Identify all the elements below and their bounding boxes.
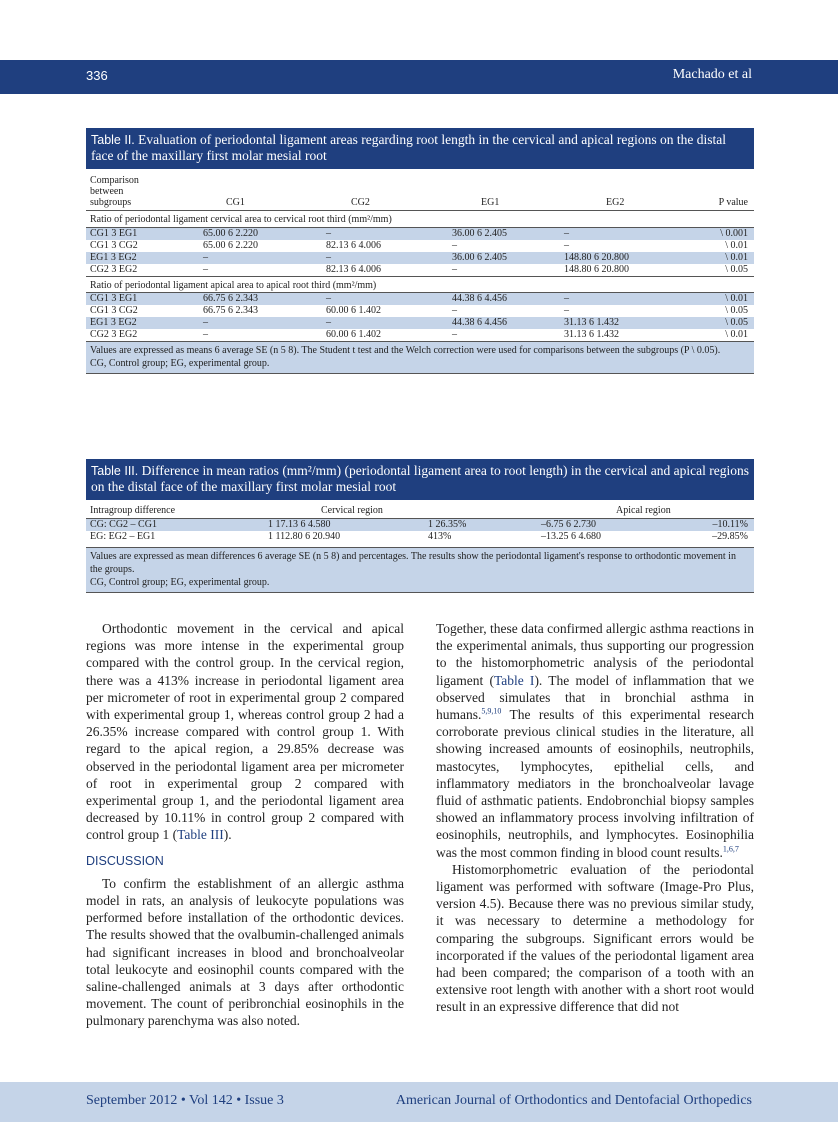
table-cell: 66.75 6 2.343 xyxy=(203,305,258,316)
running-author: Machado et al xyxy=(672,67,752,82)
citation-ref[interactable]: 5,9,10 xyxy=(481,706,502,716)
table-cell: \ 0.05 xyxy=(725,264,748,275)
table-3-footnote-1: Values are expressed as mean differences 6 average SE (n 5 8) and percentages. The results show the periodontal ligament's response to orthodontic movement in the groups. xyxy=(90,551,736,575)
table-row xyxy=(86,317,754,329)
text-run: ). The model of inflammation that we observed simulates that in bronchial asthma in humans. xyxy=(436,672,754,723)
table-cell: 44.38 6 4.456 xyxy=(452,317,507,328)
text-run: ). xyxy=(223,827,232,843)
table-3-caption: Difference in mean ratios (mm²/mm) (periodontal ligament area to root length) in the cervical and apical regions on the distal face of the maxillary first molar mesial root xyxy=(91,463,749,494)
table-cell: – xyxy=(564,228,569,239)
table-cell: – xyxy=(564,305,569,316)
table-row xyxy=(86,228,754,240)
table-row xyxy=(86,252,754,264)
table-cell: CG2 3 EG2 xyxy=(90,329,138,340)
table-2-footnote-1: Values are expressed as means 6 average SE (n 5 8). The Student t test and the Welch correction were used for comparisons between the subgroups (P \ 0.05). xyxy=(90,345,721,356)
table-2-label: Table II. xyxy=(91,133,135,147)
table-cell: \ 0.01 xyxy=(725,329,748,340)
table-cell: – xyxy=(564,293,569,304)
issue-info: September 2012 • Vol 142 • Issue 3 xyxy=(86,1093,284,1108)
table-cell: 36.00 6 2.405 xyxy=(452,228,507,239)
table-cell: – xyxy=(203,317,208,328)
section-apical: Ratio of periodontal ligament apical area to apical root third (mm²/mm) xyxy=(86,276,754,293)
table-cell: 31.13 6 1.432 xyxy=(564,329,619,340)
col-cg2: CG2 xyxy=(351,197,370,208)
col-cervical: Cervical region xyxy=(321,505,383,516)
citation-ref[interactable]: 1,6,7 xyxy=(722,844,739,854)
table-3 xyxy=(86,459,754,593)
table-row xyxy=(86,293,754,305)
table-cell: – xyxy=(452,240,457,251)
table-cell: 36.00 6 2.405 xyxy=(452,252,507,263)
table-cell: \ 0.05 xyxy=(725,317,748,328)
table-cell: 1 17.13 6 4.580 xyxy=(268,519,331,530)
col-eg2: EG2 xyxy=(606,197,625,208)
table-cell: 82.13 6 4.006 xyxy=(326,264,381,275)
table-3-title xyxy=(86,459,754,500)
col-cg1: CG1 xyxy=(226,197,245,208)
table-cell: – xyxy=(564,240,569,251)
table-cell: CG1 3 EG1 xyxy=(90,228,138,239)
table-cell: 82.13 6 4.006 xyxy=(326,240,381,251)
table-cell: \ 0.01 xyxy=(725,252,748,263)
table-cell: 31.13 6 1.432 xyxy=(564,317,619,328)
col-pvalue: P value xyxy=(718,197,748,208)
table-cell: 1 112.80 6 20.940 xyxy=(268,531,341,542)
table-cell: –6.75 6 2.730 xyxy=(541,519,596,530)
table-cell: 65.00 6 2.220 xyxy=(203,240,258,251)
body-right-column xyxy=(436,620,754,1016)
table-cell: 148.80 6 20.800 xyxy=(564,264,629,275)
table-2-footnote xyxy=(86,341,754,374)
table-cell: 65.00 6 2.220 xyxy=(203,228,258,239)
table-cell: 1 26.35% xyxy=(428,519,467,530)
table-cell: – xyxy=(203,329,208,340)
table-cell: – xyxy=(203,264,208,275)
table-cell: – xyxy=(452,329,457,340)
table-2-cervical-rows xyxy=(86,228,754,276)
table-cell: EG1 3 EG2 xyxy=(90,252,137,263)
table-cell: EG: EG2 – EG1 xyxy=(90,531,156,542)
table-cell: – xyxy=(326,228,331,239)
table-cell: CG: CG2 – CG1 xyxy=(90,519,157,530)
table-cell: 44.38 6 4.456 xyxy=(452,293,507,304)
text-run: Orthodontic movement in the cervical and apical regions was more intense in the experimental group compared with the control group. In the cervical region, there was a 413% increase in periodontal ligament area per micrometer of root in experimental group 2 compared with experimental group 1, whereas control group 2 had a 26.35% increase compared with control group 1. With regard to the apical region, a 29.85% decrease was observed in the periodontal ligament area per micrometer of root in experimental group 2 compared with experimental group 1, and the periodontal ligament area decreased by 10.11% in control group 2 compared with control group 1 ( xyxy=(86,621,404,843)
col-eg1: EG1 xyxy=(481,197,500,208)
table-cell: 148.80 6 20.800 xyxy=(564,252,629,263)
table-cell: \ 0.05 xyxy=(725,305,748,316)
table-row xyxy=(86,519,754,531)
table-3-footnote-2: CG, Control group; EG, experimental group. xyxy=(90,577,270,588)
text-run: The results of this experimental research corroborate previous clinical studies in the literature, all showing increased amounts of eosinophils, neutrophils, mastocytes, lymphocytes, epithelial cells, and inflammatory mediators in the bronchoalveolar lavage fluid of asthmatic patients. Endobronchial biopsy samples showed an inflammatory process involving infiltration of eosinophils, neutrophils, and lymphocytes. Eosinophilia was the most common finding in blood count results. xyxy=(436,707,754,860)
page-header xyxy=(0,60,838,94)
table-1-link[interactable]: Table I xyxy=(493,672,535,688)
table-cell: – xyxy=(326,317,331,328)
table-3-header xyxy=(86,500,754,519)
section-cervical: Ratio of periodontal ligament cervical area to cervical root third (mm²/mm) xyxy=(86,211,754,228)
col-apical: Apical region xyxy=(616,505,671,516)
table-3-rows xyxy=(86,519,754,543)
table-cell: CG1 3 CG2 xyxy=(90,305,138,316)
discussion-heading: DISCUSSION xyxy=(86,853,164,868)
table-cell: CG1 3 EG1 xyxy=(90,293,138,304)
table-cell: CG2 3 EG2 xyxy=(90,264,138,275)
table-row xyxy=(86,329,754,341)
text-run: Together, these data confirmed allergic asthma reactions in the experimental animals, thus supporting our progression to the histomorphometric analysis of the periodontal ligament ( xyxy=(436,621,754,688)
page-footer xyxy=(0,1082,838,1122)
journal-name: American Journal of Orthodontics and Dentofacial Orthopedics xyxy=(395,1093,752,1108)
paragraph-discussion-1: To confirm the establishment of an allergic asthma model in rats, an analysis of leukocyte populations was performed before installation of the orthodontic devices. The results showed that the ovalbumin-challenged animals had significant increases in blood and bronchoalveolar total leukocyte and eosinophil counts compared with the saline-challenged animals at 3 days after orthodontic movement. The count of peribronchial eosinophils in the pulmonary parenchyma was also noted. xyxy=(86,875,404,1029)
table-cell: EG1 3 EG2 xyxy=(90,317,137,328)
table-3-footnote xyxy=(86,547,754,593)
table-cell: – xyxy=(452,305,457,316)
body-left-column xyxy=(86,620,404,1030)
table-cell: \ 0.01 xyxy=(725,293,748,304)
table-2 xyxy=(86,128,754,374)
table-row xyxy=(86,264,754,276)
paragraph-asthma xyxy=(436,620,754,861)
table-cell: – xyxy=(326,252,331,263)
page-number: 336 xyxy=(86,68,108,83)
table-cell: CG1 3 CG2 xyxy=(90,240,138,251)
table-3-label: Table III. xyxy=(91,464,139,478)
table-row xyxy=(86,531,754,543)
table-cell: –13.25 6 4.680 xyxy=(541,531,601,542)
table-cell: 60.00 6 1.402 xyxy=(326,305,381,316)
table-2-header xyxy=(86,169,754,211)
paragraph-histomorphometric: Histomorphometric evaluation of the periodontal ligament was performed with software (Image-Pro Plus, version 4.5). Because there was no previous similar study, it was necessary to determine a methodology for comparing the subgroups. Significant errors would be incorporated if the values of the periodontal ligament area had been compared; the comparison of a tooth with an extensive root length with another with a short root would result in an expressive difference that did not xyxy=(436,861,754,1015)
table-cell: –29.85% xyxy=(712,531,748,542)
table-row xyxy=(86,240,754,252)
col-intragroup: Intragroup difference xyxy=(90,505,176,516)
table-cell: – xyxy=(203,252,208,263)
col-comparison: Comparison between subgroups xyxy=(90,175,139,208)
table-3-link[interactable]: Table III xyxy=(177,827,224,843)
table-cell: 413% xyxy=(428,531,452,542)
table-row xyxy=(86,305,754,317)
table-2-title xyxy=(86,128,754,169)
table-cell: – xyxy=(326,293,331,304)
table-cell: 60.00 6 1.402 xyxy=(326,329,381,340)
table-cell: 66.75 6 2.343 xyxy=(203,293,258,304)
table-2-apical-rows xyxy=(86,293,754,341)
table-cell: \ 0.001 xyxy=(720,228,748,239)
table-2-footnote-2: CG, Control group; EG, experimental group. xyxy=(90,358,270,369)
paragraph-results xyxy=(86,620,404,844)
table-cell: –10.11% xyxy=(712,519,748,530)
table-2-caption: Evaluation of periodontal ligament areas regarding root length in the cervical and apical regions on the distal face of the maxillary first molar mesial root xyxy=(91,132,726,163)
table-cell: – xyxy=(452,264,457,275)
table-cell: \ 0.01 xyxy=(725,240,748,251)
